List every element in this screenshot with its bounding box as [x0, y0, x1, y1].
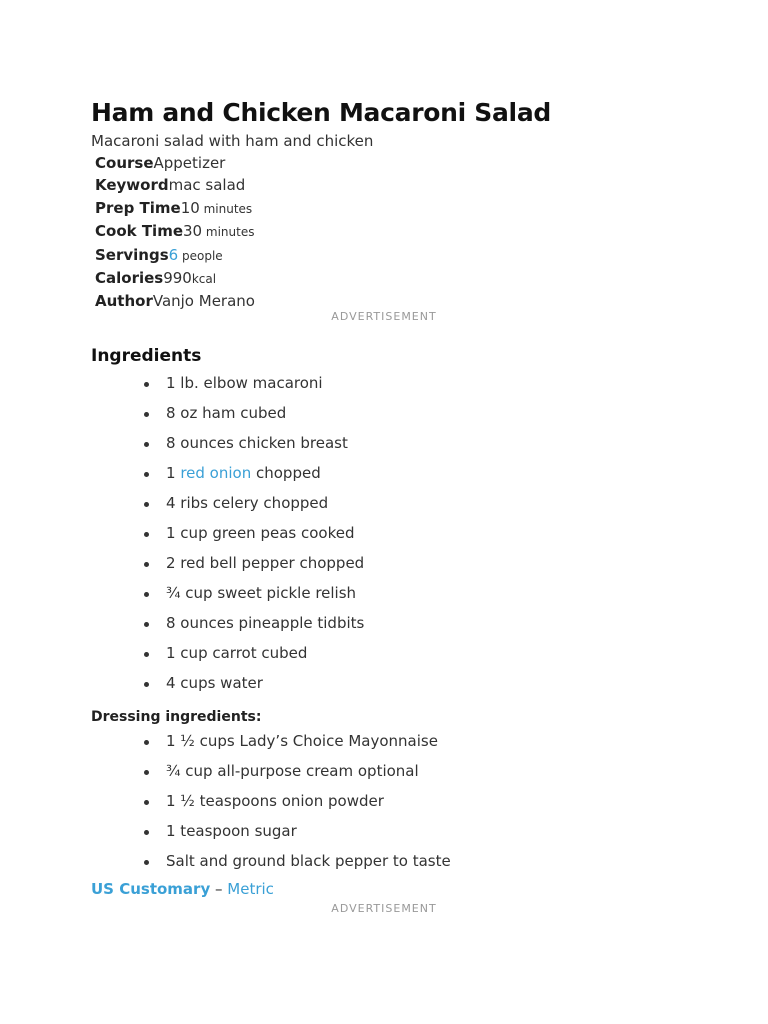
ingredient-text: 1 ½ cups Lady’s Choice Mayonnaise: [166, 732, 438, 750]
meta-cook-value: 30: [183, 222, 203, 241]
ingredient-text: 1 ½ teaspoons onion powder: [166, 792, 384, 810]
list-item: [142, 403, 364, 433]
bullet-icon: [144, 382, 149, 387]
servings-adjust-link[interactable]: 6: [168, 245, 179, 264]
list-item: [142, 613, 364, 643]
ingredient-text: 1 lb. elbow macaroni: [166, 374, 323, 392]
list-item: [142, 821, 451, 851]
bullet-icon: [144, 532, 149, 537]
meta-author-label: Author: [95, 292, 153, 311]
meta-calories: [95, 267, 691, 290]
ingredient-text: Salt and ground black pepper to taste: [166, 852, 451, 870]
list-item: [142, 761, 451, 791]
ingredient-text: 1 cup green peas cooked: [166, 524, 355, 542]
bullet-icon: [144, 800, 149, 805]
us-customary-link[interactable]: US Customary: [91, 880, 211, 898]
list-item: [142, 731, 451, 761]
list-item: [142, 463, 364, 493]
list-item: [142, 583, 364, 613]
ingredient-text: ¾ cup all-purpose cream optional: [166, 762, 419, 780]
meta-keyword-label: Keyword: [95, 176, 169, 195]
bullet-icon: [144, 682, 149, 687]
meta-course-value: Appetizer: [153, 154, 226, 172]
bullet-icon: [144, 770, 149, 775]
meta-cook-time: [95, 220, 691, 243]
meta-author-value: Vanjo Merano: [152, 292, 255, 311]
bullet-icon: [144, 562, 149, 567]
dressing-list: [142, 731, 451, 881]
meta-cook-label: Cook Time: [95, 222, 183, 241]
ingredient-text: 4 ribs celery chopped: [166, 494, 329, 512]
list-item: [142, 373, 364, 403]
meta-prep-label: Prep Time: [95, 198, 181, 217]
list-item: [142, 493, 364, 523]
meta-servings: [95, 244, 691, 267]
list-item: [142, 643, 364, 673]
recipe-summary: Macaroni salad with ham and chicken: [91, 132, 374, 150]
ingredient-text: 4 cups water: [166, 674, 263, 692]
list-item: [142, 433, 364, 463]
list-item: [142, 553, 364, 583]
ingredient-note: chopped: [251, 464, 321, 482]
dressing-heading: Dressing ingredients:: [91, 709, 262, 725]
list-item: [142, 523, 364, 553]
bullet-icon: [144, 472, 149, 477]
meta-calories-unit: kcal: [191, 272, 217, 287]
metric-link[interactable]: Metric: [227, 880, 274, 898]
recipe-card: [91, 96, 691, 915]
ingredient-text: 8 ounces chicken breast: [166, 434, 348, 452]
meta-servings-label: Servings: [95, 245, 169, 264]
meta-keyword-value: mac salad: [168, 176, 246, 195]
ingredient-text: 2 red bell pepper chopped: [166, 554, 365, 572]
recipe-meta: [91, 152, 691, 313]
bullet-icon: [144, 860, 149, 865]
bullet-icon: [144, 442, 149, 447]
bullet-icon: [144, 740, 149, 745]
red-onion-link[interactable]: red onion: [180, 464, 252, 482]
ingredient-text: 8 oz ham cubed: [166, 404, 287, 422]
meta-prep-time: [95, 197, 691, 220]
meta-keyword: [95, 174, 691, 196]
bullet-icon: [144, 502, 149, 507]
ingredient-text: 1 cup carrot cubed: [166, 644, 308, 662]
ingredient-text: ¾ cup sweet pickle relish: [166, 584, 357, 602]
meta-course-label: Course: [95, 154, 154, 172]
meta-course: [95, 152, 691, 174]
bullet-icon: [144, 830, 149, 835]
meta-prep-value: 10: [180, 198, 200, 217]
bullet-icon: [144, 652, 149, 657]
recipe-title: Ham and Chicken Macaroni Salad: [91, 98, 551, 127]
bullet-icon: [144, 622, 149, 627]
ingredient-text: 8 ounces pineapple tidbits: [166, 614, 365, 632]
bullet-icon: [144, 412, 149, 417]
list-item: [142, 673, 364, 703]
list-item: [142, 851, 451, 881]
meta-cook-unit: minutes: [202, 225, 255, 240]
meta-calories-label: Calories: [95, 269, 164, 288]
meta-calories-value: 990: [163, 269, 192, 288]
unit-switcher: [91, 880, 274, 898]
advertisement-label: ADVERTISEMENT: [331, 310, 437, 323]
unit-separator: –: [210, 880, 228, 898]
ingredient-text: 1 teaspoon sugar: [166, 822, 297, 840]
ingredients-heading: Ingredients: [91, 346, 202, 366]
meta-prep-unit: minutes: [199, 201, 253, 216]
ingredient-amount: 1: [166, 464, 181, 482]
advertisement-label: ADVERTISEMENT: [331, 902, 437, 915]
ingredients-list: [142, 373, 364, 703]
bullet-icon: [144, 592, 149, 597]
list-item: [142, 791, 451, 821]
meta-servings-unit: people: [178, 248, 223, 263]
